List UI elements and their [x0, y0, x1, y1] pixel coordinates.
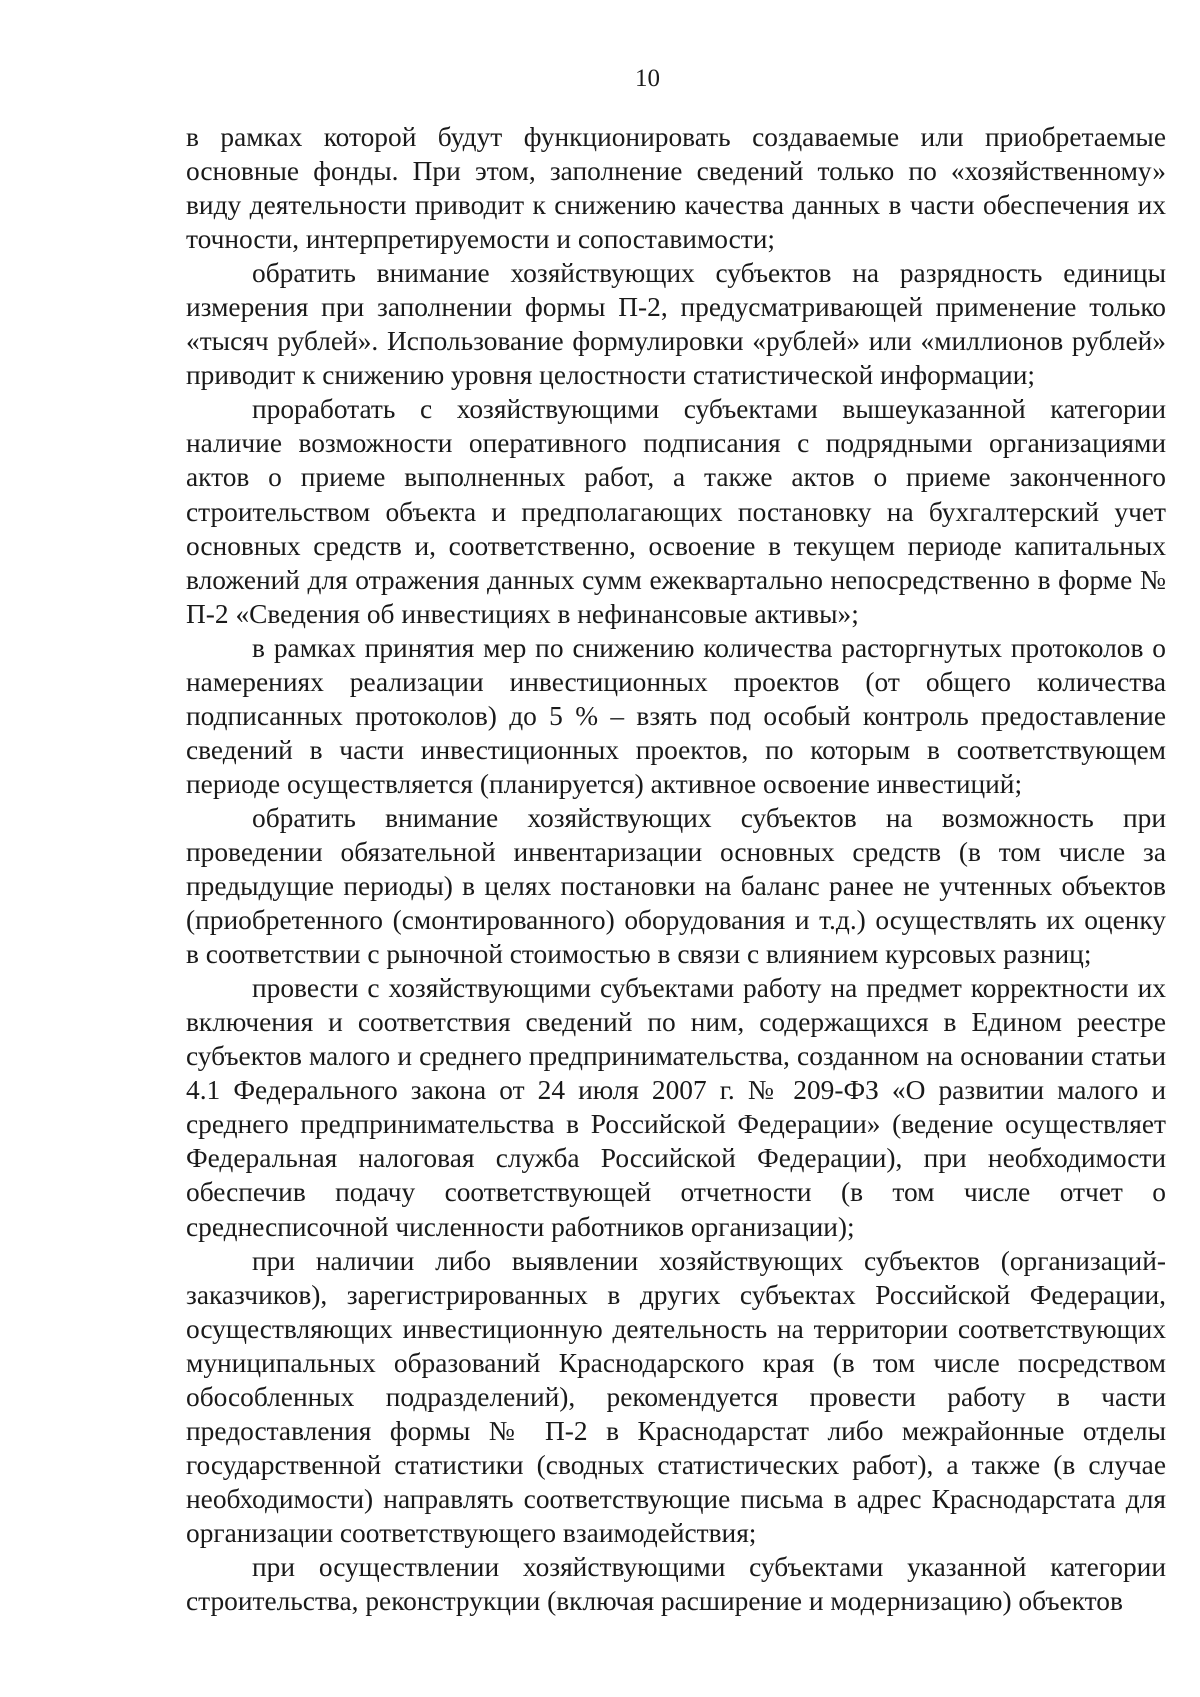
document-body: [186, 120, 1166, 1618]
paragraph-unit-of-measure: обратить внимание хозяйствующих субъектов на разрядность единицы измерения при заполнении формы П-2, предусматривающей применение только «тысяч рублей». Использование формулировки «рублей» или «миллионов рублей» приводит к снижению уровня целостности статистической информации;: [186, 258, 1166, 391]
paragraph-terminated-protocols: в рамках принятия мер по снижению количества расторгнутых протоколов о намерениях реализации инвестиционных проектов (от общего количества подписанных протоколов) до 5 % – взять под особый контроль предоставление сведений в части инвестиционных проектов, по которым в соответствующем периоде осуществляется (планируется) активное освоение инвестиций;: [186, 632, 1166, 799]
paragraph-continuation: в рамках которой будут функционировать создаваемые или приобретаемые основные фонды. При этом, заполнение сведений только по «хозяйственному» виду деятельности приводит к снижению качества данных в части обеспечения их точности, интерпретируемости и сопоставимости;: [186, 122, 1166, 255]
paragraph-signing-acts: проработать с хозяйствующими субъектами вышеуказанной категории наличие возможности оперативного подписания с подрядными организациями актов о приеме выполненных работ, а также актов о приеме законченного строительством объекта и предполагающих постановку на бухгалтерский учет основных средств и, соответственно, освоение в текущем периоде капитальных вложений для отражения данных сумм ежеквартально непосредственно в форме № П-2 «Сведения об инвестициях в нефинансовые активы»;: [186, 394, 1166, 629]
paragraph-other-regions: при наличии либо выявлении хозяйствующих субъектов (организаций-заказчиков), зарегистрированных в других субъектах Российской Федерации, осуществляющих инвестиционную деятельность на территории соответствующих муниципальных образований Краснодарского края (в том числе посредством обособленных подразделений), рекомендуется провести работу в части предоставления формы № П-2 в Краснодарстат либо межрайонные отделы государственной статистики (сводных статистических работ), а также (в случае необходимости) направлять соответствующие письма в адрес Краснодарстата для организации соответствующего взаимодействия;: [186, 1245, 1166, 1548]
page-number: 10: [635, 65, 660, 92]
paragraph-sme-register: провести с хозяйствующими субъектами работу на предмет корректности их включения и соответствия сведений по ним, содержащихся в Едином реестре субъектов малого и среднего предпринимательства, созданном на основании статьи 4.1 Федерального закона от 24 июля 2007 г. № 209-ФЗ «О развитии малого и среднего предпринимательства в Российской Федерации» (ведение осуществляет Федеральная налоговая служба Российской Федерации), при необходимости обеспечив подачу соответствующей отчетности (в том числе отчет о среднесписочной численности работников организации);: [186, 973, 1166, 1242]
paragraph-inventory: обратить внимание хозяйствующих субъектов на возможность при проведении обязательной инвентаризации основных средств (в том числе за предыдущие периоды) в целях постановки на баланс ранее не учтенных объектов (приобретенного (смонтированного) оборудования и т.д.) осуществлять их оценку в соответствии с рыночной стоимостью в связи с влиянием курсовых разниц;: [186, 802, 1166, 970]
paragraph-construction: при осуществлении хозяйствующими субъектами указанной категории строительства, реконструкции (включая расширение и модернизацию) объектов: [186, 1551, 1166, 1617]
